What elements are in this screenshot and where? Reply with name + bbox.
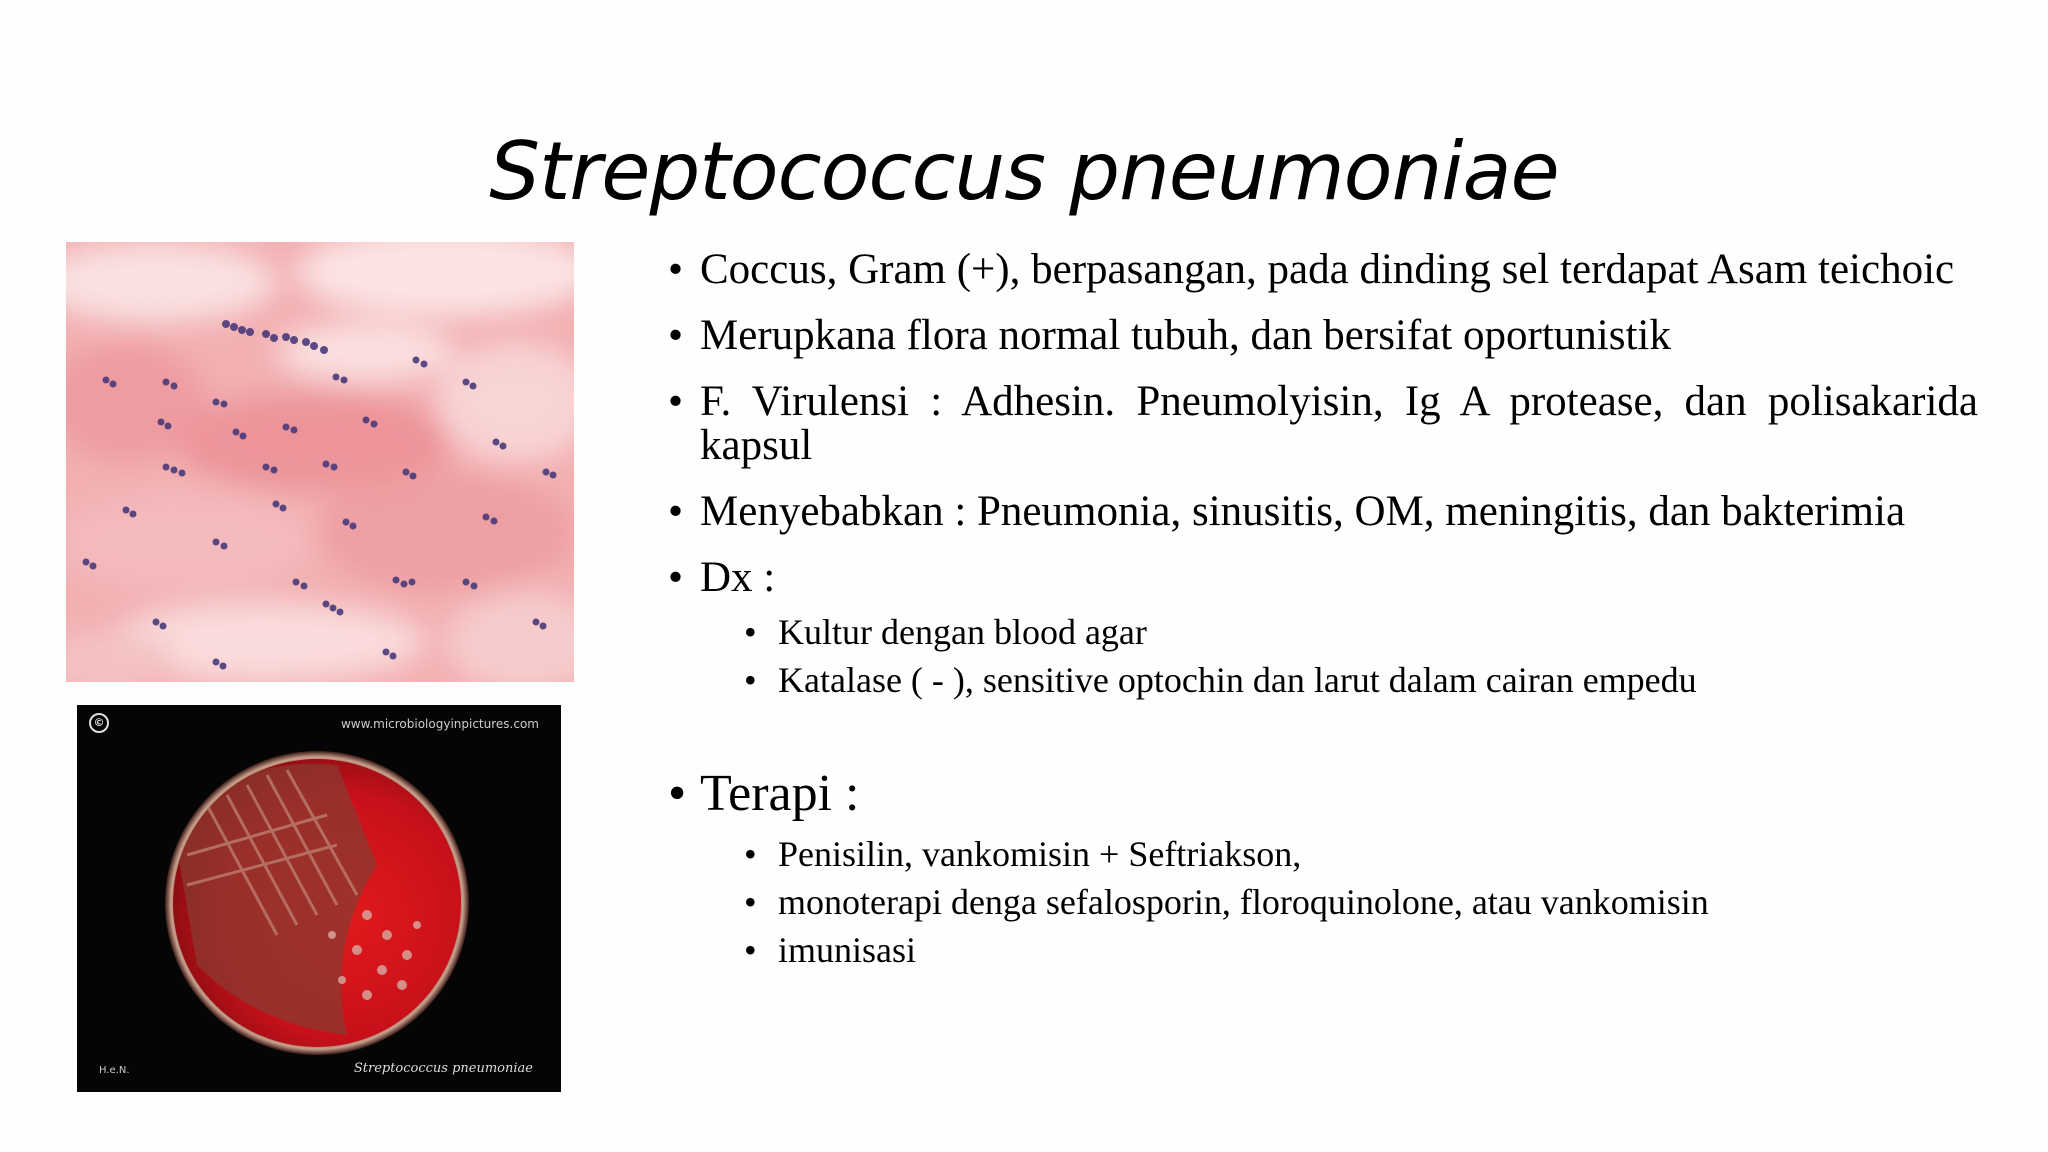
therapy-list xyxy=(668,830,1978,974)
bullet-morphology: • Coccus, Gram (+), berpasangan, pada dinding sel terdapat Asam teichoic xyxy=(668,248,1978,292)
diagnosis-item: • Kultur dengan blood agar xyxy=(668,608,1978,656)
bullet-normal-flora: • Merupkana flora normal tubuh, dan bersifat oportunistik xyxy=(668,314,1978,358)
bullet-diagnosis: • Dx : xyxy=(668,556,1978,600)
blood-agar-plate-photo xyxy=(77,705,561,1092)
bullet-virulence: • F. Virulensi : Adhesin. Pneumolyisin, Ig A protease, dan polisakarida kapsul xyxy=(668,380,1978,468)
image-caption: Streptococcus pneumoniae xyxy=(353,1061,533,1076)
agar-plate-graphic xyxy=(77,705,561,1092)
image-signature: H.e.N. xyxy=(99,1065,130,1076)
slide-content xyxy=(668,248,1978,974)
diagnosis-list xyxy=(668,608,1978,704)
micrograph-graphic xyxy=(66,242,574,682)
therapy-item: • imunisasi xyxy=(668,926,1978,974)
copyright-mark: © xyxy=(89,713,109,733)
bullet-diseases: • Menyebabkan : Pneumonia, sinusitis, OM, meningitis, dan bakterimia xyxy=(668,490,1978,534)
gram-stain-micrograph xyxy=(66,242,574,682)
therapy-item: • Penisilin, vankomisin + Seftriakson, xyxy=(668,830,1978,878)
therapy-item: • monoterapi denga sefalosporin, floroquinolone, atau vankomisin xyxy=(668,878,1978,926)
diagnosis-item: • Katalase ( - ), sensitive optochin dan larut dalam cairan empedu xyxy=(668,656,1978,704)
bullet-therapy: • Terapi : xyxy=(668,766,1978,822)
slide-title: Streptococcus pneumoniae xyxy=(489,125,1559,218)
image-watermark-url: www.microbiologyinpictures.com xyxy=(340,717,539,731)
